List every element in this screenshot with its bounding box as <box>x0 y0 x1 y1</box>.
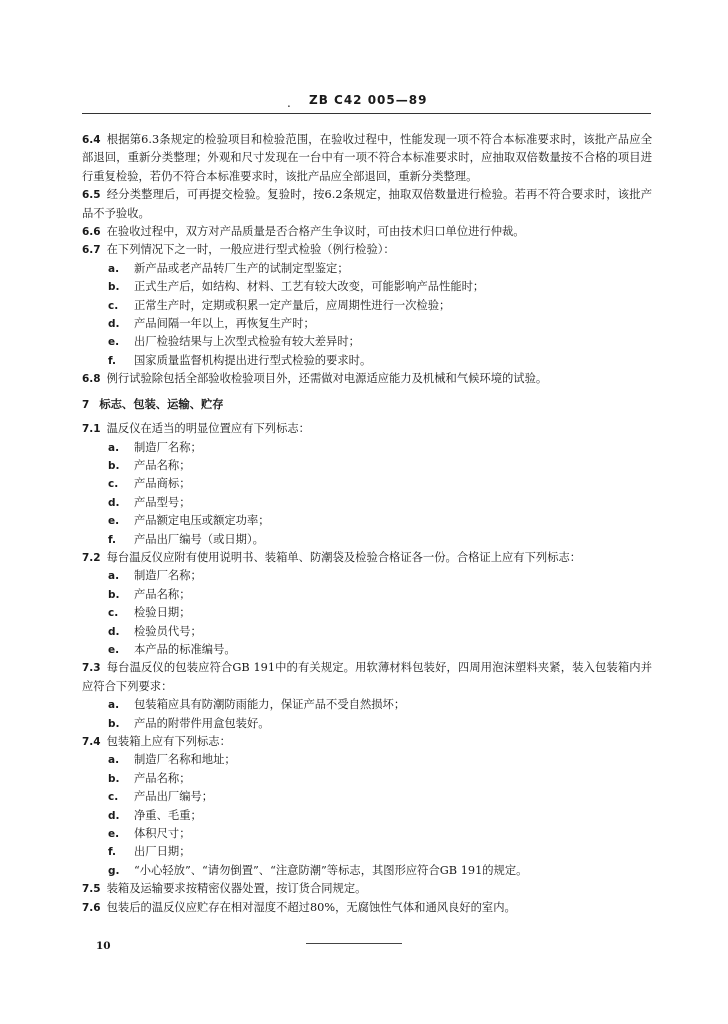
list-item: e. 体积尺寸； <box>108 827 191 841</box>
header-dot: . <box>287 96 291 110</box>
page-header <box>0 93 728 115</box>
list-item: b. 产品名称； <box>108 587 191 601</box>
list-item: b. 产品名称； <box>108 771 191 785</box>
list-item: f. 产品出厂编号（或日期）。 <box>108 532 264 546</box>
clause-7-3: 7.3 每台温反仪的包装应符合GB 191中的有关规定。用软薄材料包装好，四周用泡沫塑料夹紧，装入包装箱内并应符合下列要求： <box>82 661 652 693</box>
list-item: a. 制造厂名称； <box>108 569 202 583</box>
list-item: d. 检验员代号； <box>108 624 202 638</box>
clause-6-7: 6.7 在下列情况下之一时，一般应进行型式检验（例行检验）： <box>82 243 395 257</box>
list-item: a. 包装箱应具有防潮防雨能力，保证产品不受自然损坏； <box>108 698 406 712</box>
list-item: d. 净重、毛重； <box>108 808 202 822</box>
list-item: g. “小心轻放”、“请勿倒置”、“注意防潮”等标志，其图形应符合GB 191的规定。 <box>108 863 528 877</box>
clause-7-2: 7.2 每台温反仪应附有使用说明书、装箱单、防潮袋及检验合格证各一份。合格证上应有下列标志： <box>82 550 582 564</box>
list-item: a. 制造厂名称； <box>108 440 202 454</box>
page-number: 10 <box>96 940 111 952</box>
clause-6-5: 6.5 经分类整理后，可再提交检验。复验时，按6.2条规定，抽取双倍数量进行检验。若再不符合要求时，该批产品不予验收。 <box>82 188 652 220</box>
footer-rule <box>306 943 402 944</box>
header-rule <box>82 113 651 114</box>
body-content <box>82 131 652 917</box>
list-item: c. 产品出厂编号； <box>108 790 214 804</box>
list-item: d. 产品间隔一年以上，再恢复生产时； <box>108 317 315 331</box>
list-item: b. 产品名称； <box>108 458 191 472</box>
clause-7-4: 7.4 包装箱上应有下列标志： <box>82 735 231 748</box>
list-item: d. 产品型号； <box>108 495 191 509</box>
list-item: f. 国家质量监督机构提出进行型式检验的要求时。 <box>108 353 372 367</box>
list-item: a. 制造厂名称和地址； <box>108 753 236 767</box>
clause-6-6: 6.6 在验收过程中，双方对产品质量是否合格产生争议时，可由技术归口单位进行仲裁。 <box>82 225 525 239</box>
standard-number: ZB C42 005—89 <box>309 93 428 107</box>
section-heading-7: 7 标志、包装、运输、贮存 <box>82 396 224 411</box>
list-item: e. 本产品的标准编号。 <box>108 642 236 656</box>
list-item: a. 新产品或老产品转厂生产的试制定型鉴定； <box>108 261 349 275</box>
list-item: f. 出厂日期； <box>108 845 191 859</box>
clause-7-1: 7.1 温反仪在适当的明显位置应有下列标志： <box>82 422 310 436</box>
list-item: c. 正常生产时，定期或积累一定产量后，应周期性进行一次检验； <box>108 298 451 312</box>
clause-6-4: 6.4 根据第6.3条规定的检验项目和检验范围，在验收过程中，性能发现一项不符合本标准要求时，该批产品应全部退回，重新分类整理；外观和尺寸发现在一台中有一项不符合本标准要求时，应抽取双倍数量按不合格的项目进行重复检验，若仍不符合本标准要求时，该批产品应全部退回，重新分类整理。 <box>82 133 652 183</box>
list-item: b. 正式生产后，如结构、材料、工艺有较大改变，可能影响产品性能时； <box>108 280 485 294</box>
list-item: b. 产品的附带件用盒包装好。 <box>108 716 270 730</box>
list-item: c. 检验日期； <box>108 606 191 620</box>
list-item: e. 出厂检验结果与上次型式检验有较大差异时； <box>108 335 360 349</box>
clause-7-5: 7.5 装箱及运输要求按精密仪器处置，按订货合同规定。 <box>82 882 367 896</box>
list-item: c. 产品商标； <box>108 477 191 491</box>
clause-6-8: 6.8 例行试验除包括全部验收检验项目外，还需做对电源适应能力及机械和气候环境的试验。 <box>82 372 548 386</box>
clause-7-6: 7.6 包装后的温反仪应贮存在相对湿度不超过80%，无腐蚀性气体和通风良好的室内。 <box>82 900 516 914</box>
list-item: e. 产品额定电压或额定功率； <box>108 514 270 528</box>
